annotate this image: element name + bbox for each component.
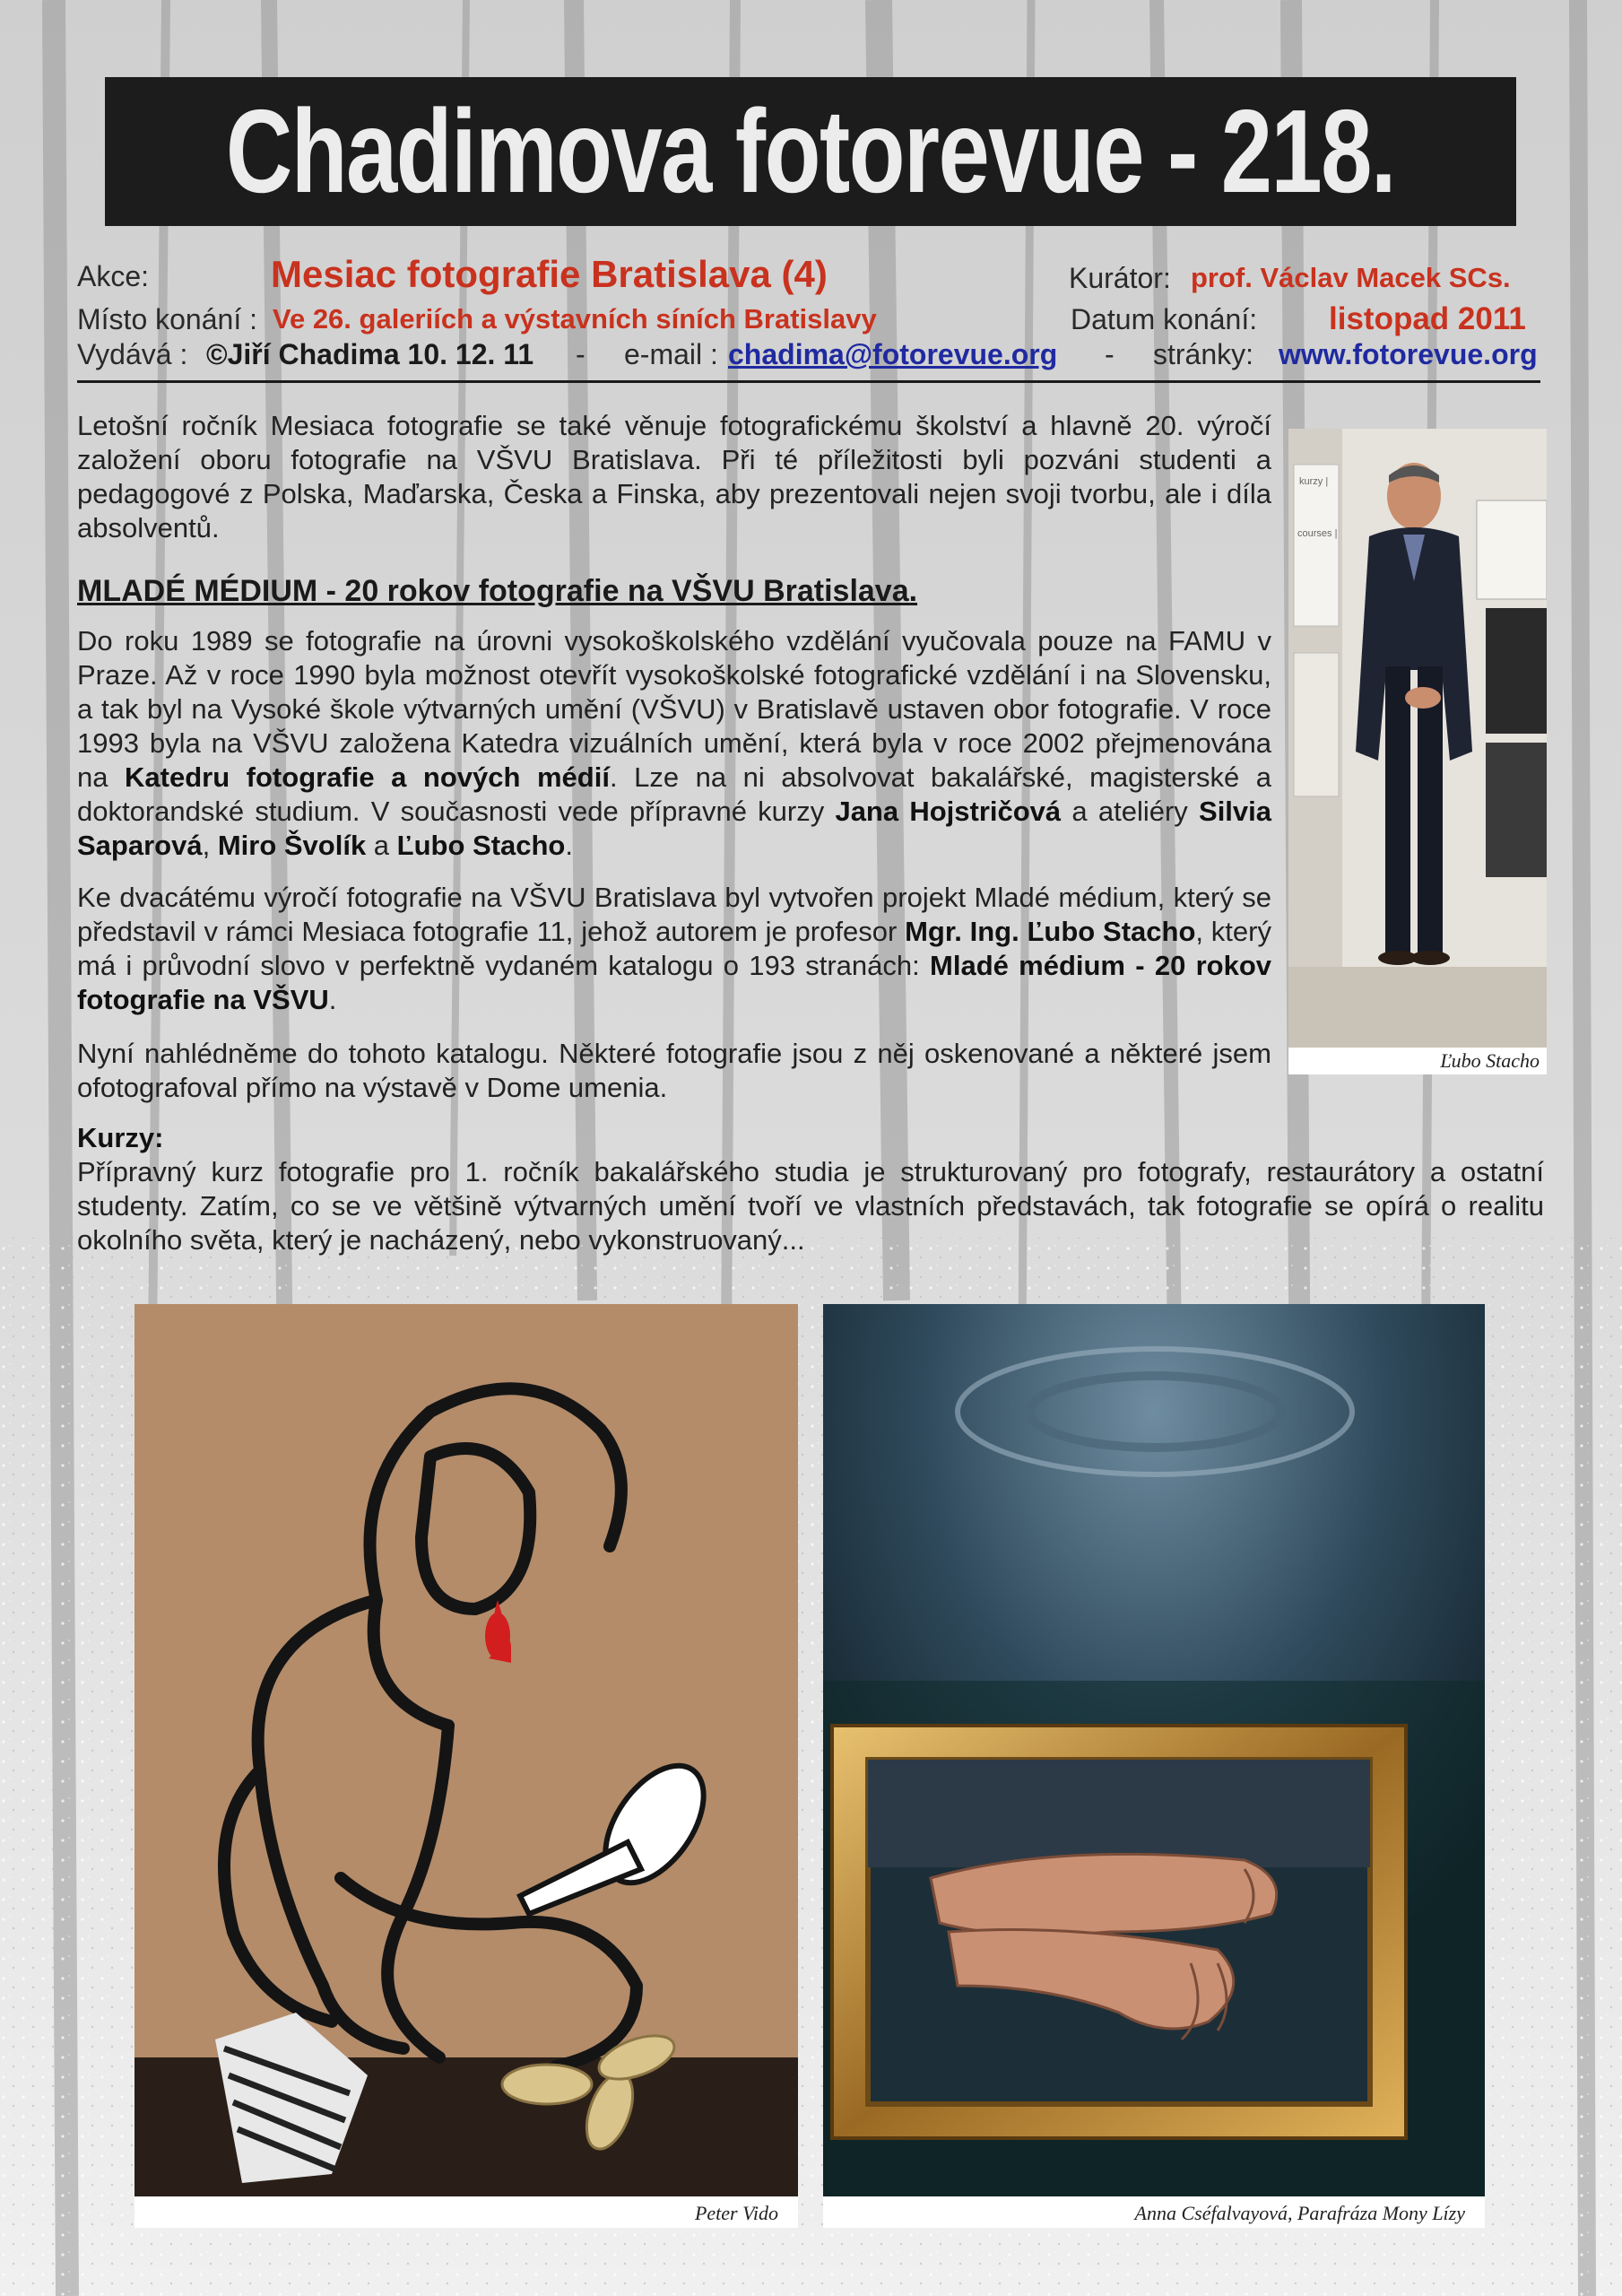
- masthead: [105, 77, 1516, 226]
- header-divider: [77, 380, 1540, 383]
- left-photo-caption: Peter Vido: [134, 2199, 798, 2228]
- separator-dash: -: [1105, 338, 1115, 370]
- sign-kurzy: kurzy |: [1299, 476, 1329, 487]
- kurzy-label: Kurzy:: [77, 1122, 164, 1153]
- kurator-value: prof. Václav Macek SCs.: [1191, 262, 1511, 293]
- portrait-photo-frame: [1288, 429, 1547, 1074]
- kurator-label: Kurátor:: [1069, 262, 1171, 294]
- paragraph-catalog: [77, 1037, 1271, 1105]
- article-heading: MLADÉ MÉDIUM - 20 rokov fotografie na VŠVU Bratislava.: [77, 574, 918, 608]
- info-row-akce: [77, 253, 1539, 298]
- vydava-value: ©Jiří Chadima 10. 12. 11: [206, 338, 534, 370]
- intro-paragraph: [77, 409, 1271, 545]
- photo-parafraza-mony-lizy: [823, 1304, 1485, 2196]
- portrait-caption: Ľubo Stacho: [1288, 1048, 1547, 1074]
- vydava-label: Vydává :: [77, 338, 188, 370]
- akce-label: Akce:: [77, 260, 150, 292]
- datum-value: listopad 2011: [1329, 301, 1526, 336]
- email-link[interactable]: chadima@fotorevue.org: [728, 338, 1058, 370]
- kurzy-text: Přípravný kurz fotografie pro 1. ročník bakalářského studia je strukturovaný pro fotografy, restaurátory a ostatní studenty. Zatím, co se ve většině výtvarných umění tvoří ve vlastních představách, tak fotografie se opírá o realitu okolního světa, který je nacházený, nebo vykonstruovaný...: [77, 1156, 1544, 1256]
- paragraph-project: Ke dvacátému výročí fotografie na VŠVU Bratislava byl vytvořen projekt Mladé médium, který se představil v rámci Mesiaca fotografie 11, jehož autorem je profesor Mgr. Ing. Ľubo Stacho, který má i průvodní slovo v perfektně vydaném katalogu o 193 stranách: Mladé médium - 20 rokov fotografie na VŠVU.: [77, 882, 1271, 1015]
- misto-value: Ve 26. galeriích a výstavních síních Bratislavy: [273, 303, 877, 335]
- catalog-text: Nyní nahlédněme do tohoto katalogu. Některé fotografie jsou z něj oskenované a některé jsem ofotografoval přímo na výstavě v Dome umenia.: [77, 1038, 1271, 1103]
- datum-label: Datum konání:: [1071, 303, 1258, 335]
- right-photo-caption: Anna Cséfalvayová, Parafráza Mony Lízy: [823, 2199, 1485, 2228]
- paragraph-history: Do roku 1989 se fotografie na úrovni vysokoškolského vzdělání vyučovala pouze na FAMU v Praze. Až v roce 1990 byla možnost otevřít vysokoškolské fotografické vzdělání i na Slovensku, a tak byl na Vysoké škole výtvarných umění (VŠVU) v Bratislavě ustaven obor fotografie. V roce 1993 byla na VŠVU založena Katedra vizuálních umění, která byla v roce 2002 přejmenována na Katedru fotografie a nových médií. Lze na ni absolvovat bakalářské, magisterské a doktorandské studium. V současnosti vede přípravné kurzy Jana Hojstričová a ateliéry Silvia Saparová, Miro Švolík a Ľubo Stacho.: [77, 625, 1272, 861]
- photo-peter-vido: [134, 1304, 798, 2196]
- info-row-vydava: [77, 338, 1539, 374]
- email-label: e-mail :: [624, 338, 718, 370]
- sign-courses: courses |: [1297, 528, 1338, 539]
- kurzy-section: [77, 1121, 1544, 1257]
- photo-peter-vido-frame: [134, 1304, 798, 2228]
- photo-anna-csefalvayova-frame: [823, 1304, 1485, 2228]
- website-link[interactable]: www.fotorevue.org: [1279, 338, 1538, 370]
- portrait-photo: [1288, 429, 1547, 1048]
- separator-dash: -: [576, 338, 585, 370]
- akce-value: Mesiac fotografie Bratislava (4): [271, 253, 828, 295]
- intro-text: Letošní ročník Mesiaca fotografie se také věnuje fotografickému školství a hlavně 20. výročí založení oboru fotografie na VŠVU Bratislava. Při té příležitosti byli pozváni studenti a pedagogové z Polska, Maďarska, Česka a Finska, aby prezentovali nejen svoji tvorbu, ale i díla absolventů.: [77, 410, 1271, 544]
- misto-label: Místo konání :: [77, 303, 257, 335]
- masthead-title: Chadimova fotorevue - 218.: [225, 85, 1396, 217]
- info-row-misto: [77, 303, 1539, 339]
- stranky-label: stránky:: [1153, 338, 1254, 370]
